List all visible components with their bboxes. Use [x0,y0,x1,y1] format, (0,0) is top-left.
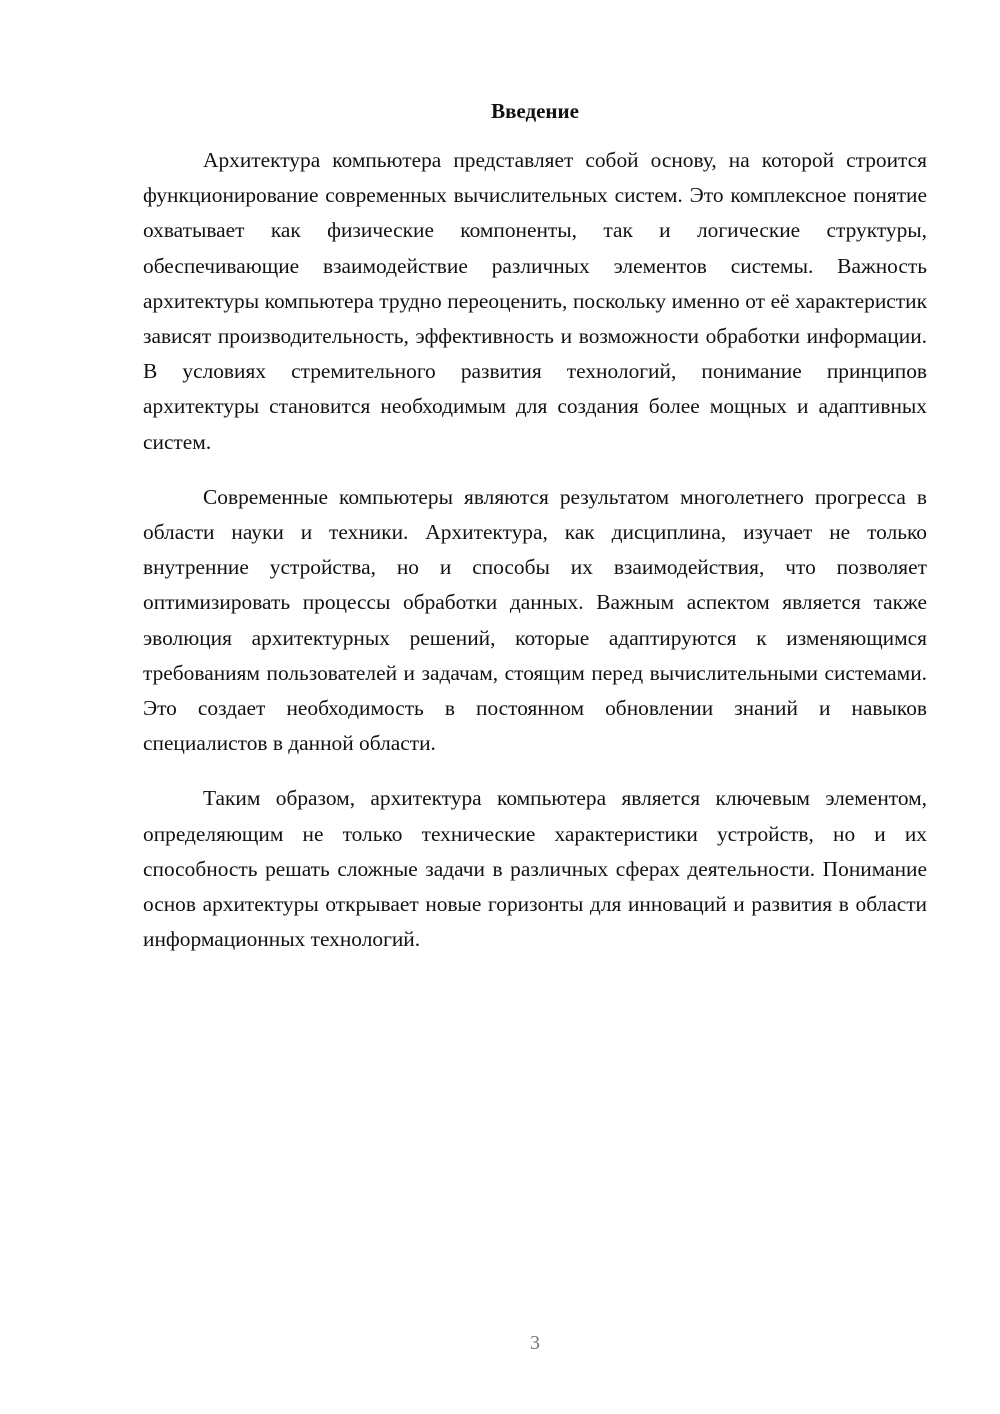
paragraph-2: Современные компьютеры являются результатом многолетнего прогресса в области науки и техники. Архитектура, как дисциплина, изучает не только внутренние устройства, но и способы их взаимодействия, что позволяет оптимизировать процессы обработки данных. Важным аспектом является также эволюция архитектурных решений, которые адаптируются к изменяющимся требованиям пользователей и задачам, стоящим перед вычислительными системами. Это создает необходимость в постоянном обновлении знаний и навыков специалистов в данной области. [143,484,927,756]
section-title: Введение [491,99,579,123]
body-text [143,143,927,977]
paragraph-3: Таким образом, архитектура компьютера является ключевым элементом, определяющим не только технические характеристики устройств, но и их способность решать сложные задачи в различных сферах деятельности. Понимание основ архитектуры открывает новые горизонты для инноваций и развития в области информационных технологий. [143,786,927,952]
page-number: 3 [530,1332,540,1354]
paragraph-1: Архитектура компьютера представляет собой основу, на которой строится функционирование современных вычислительных систем. Это комплексное понятие охватывает как физические компоненты, так и логические структуры, обеспечивающие взаимодействие различных элементов системы. Важность архитектуры компьютера трудно переоценить, поскольку именно от её характеристик зависят производительность, эффективность и возможности обработки информации. В условиях стремительного развития технологий, понимание принципов архитектуры становится необходимым для создания более мощных и адаптивных систем. [143,148,927,454]
